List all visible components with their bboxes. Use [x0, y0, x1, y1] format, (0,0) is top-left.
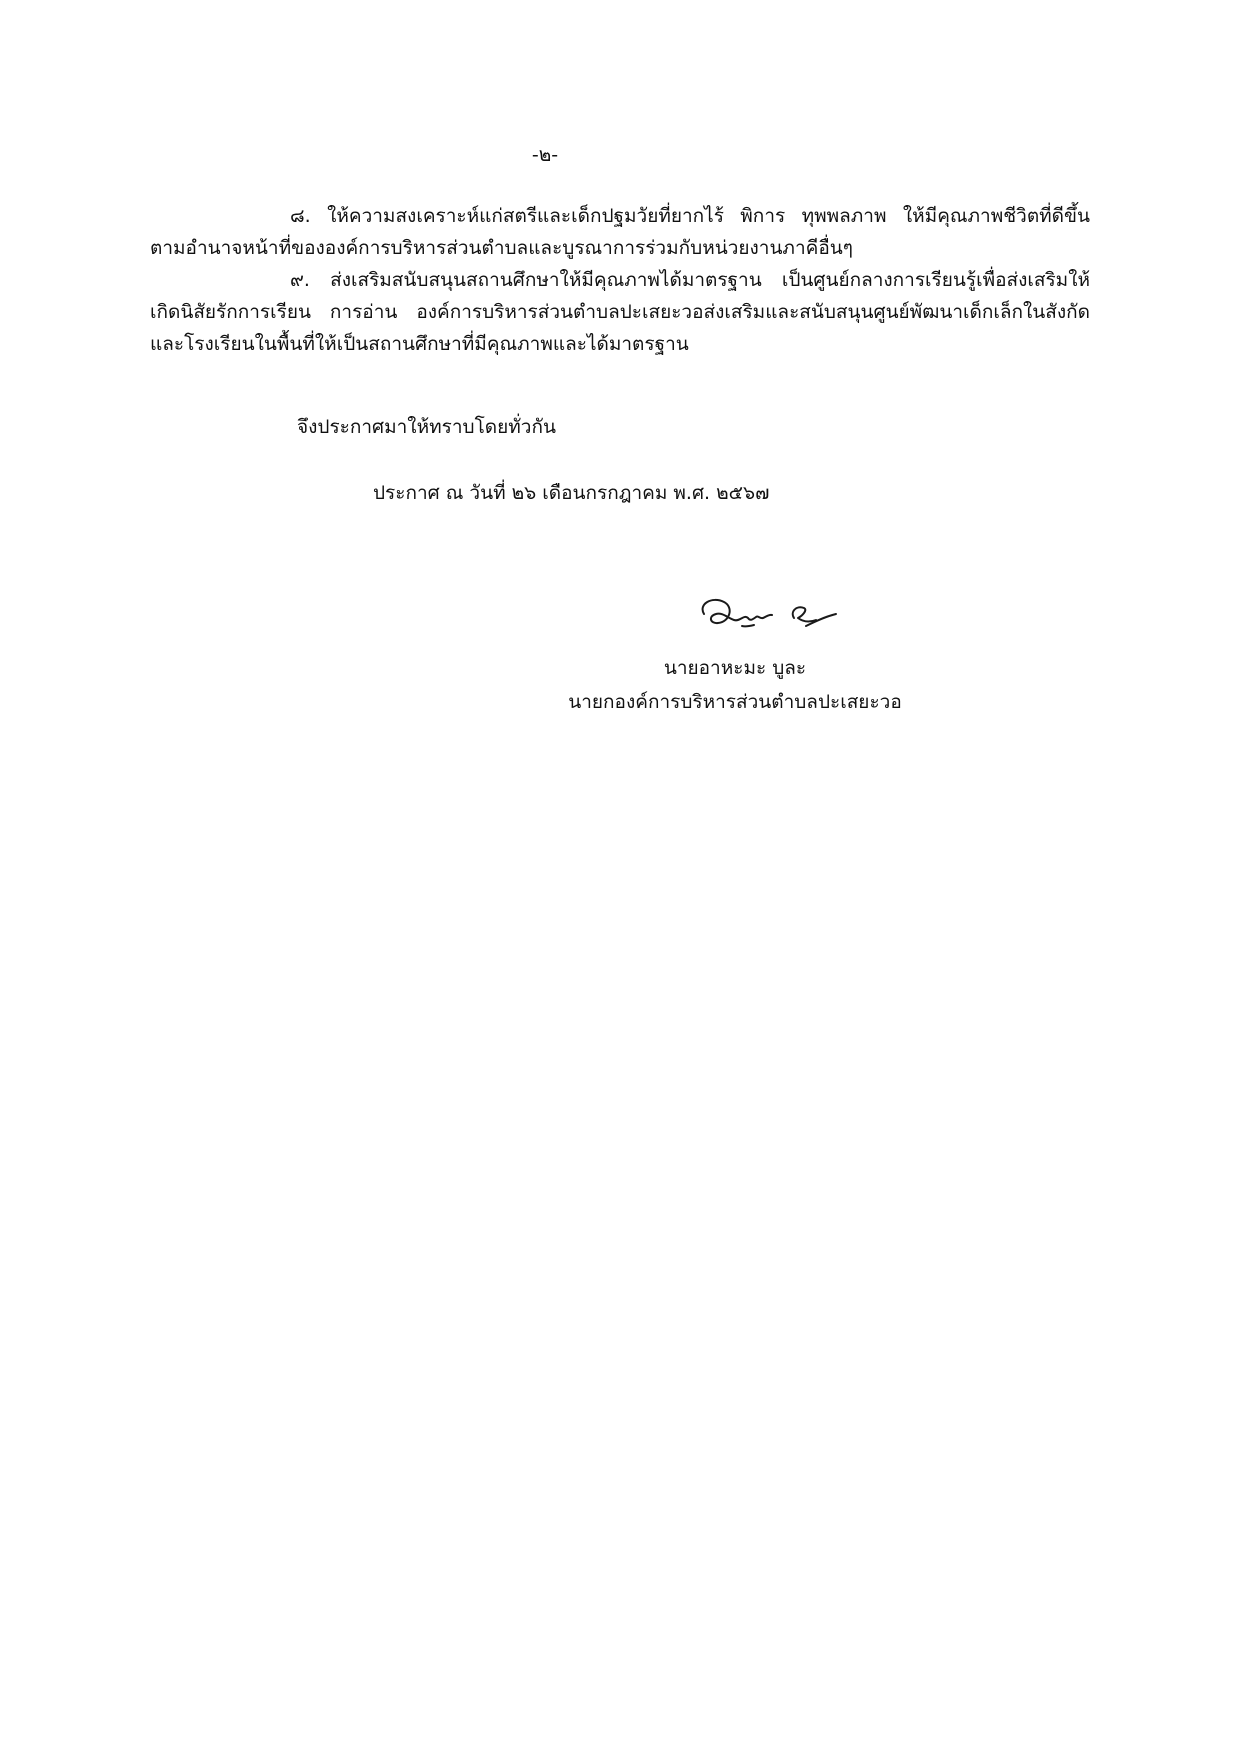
page-number: -๒-: [531, 144, 559, 166]
body-text: [150, 200, 1090, 360]
announcement-date: ประกาศ ณ วันที่ ๒๖ เดือนกรกฎาคม พ.ศ. ๒๕๖๗: [373, 482, 770, 504]
signer-title: นายกองค์การบริหารส่วนตำบลปะเสยะวอ: [568, 691, 902, 713]
paragraph-9: ๙. ส่งเสริมสนับสนุนสถานศึกษาให้มีคุณภาพได้มาตรฐาน เป็นศูนย์กลางการเรียนรู้เพื่อส่งเสริมให้เกิดนิสัยรักการเรียน การอ่าน องค์การบริหารส่วนตำบลปะเสยะวอส่งเสริมและสนับสนุนศูนย์พัฒนาเด็กเล็กในสังกัด และโรงเรียนในพื้นที่ให้เป็นสถานศึกษาที่มีคุณภาพและได้มาตรฐาน: [150, 269, 1090, 355]
handwritten-signature: [690, 590, 860, 640]
paragraph-8: ๘. ให้ความสงเคราะห์แก่สตรีและเด็กปฐมวัยที่ยากไร้ พิการ ทุพพลภาพ ให้มีคุณภาพชีวิตที่ดีขึ้น ตามอำนาจหน้าที่ขององค์การบริหารส่วนตำบลและบูรณาการร่วมกับหน่วยงานภาคีอื่นๆ: [150, 205, 1090, 259]
closing-statement: จึงประกาศมาให้ทราบโดยทั่วกัน: [297, 416, 556, 438]
signer-name: นายอาหะมะ บูละ: [663, 657, 807, 679]
